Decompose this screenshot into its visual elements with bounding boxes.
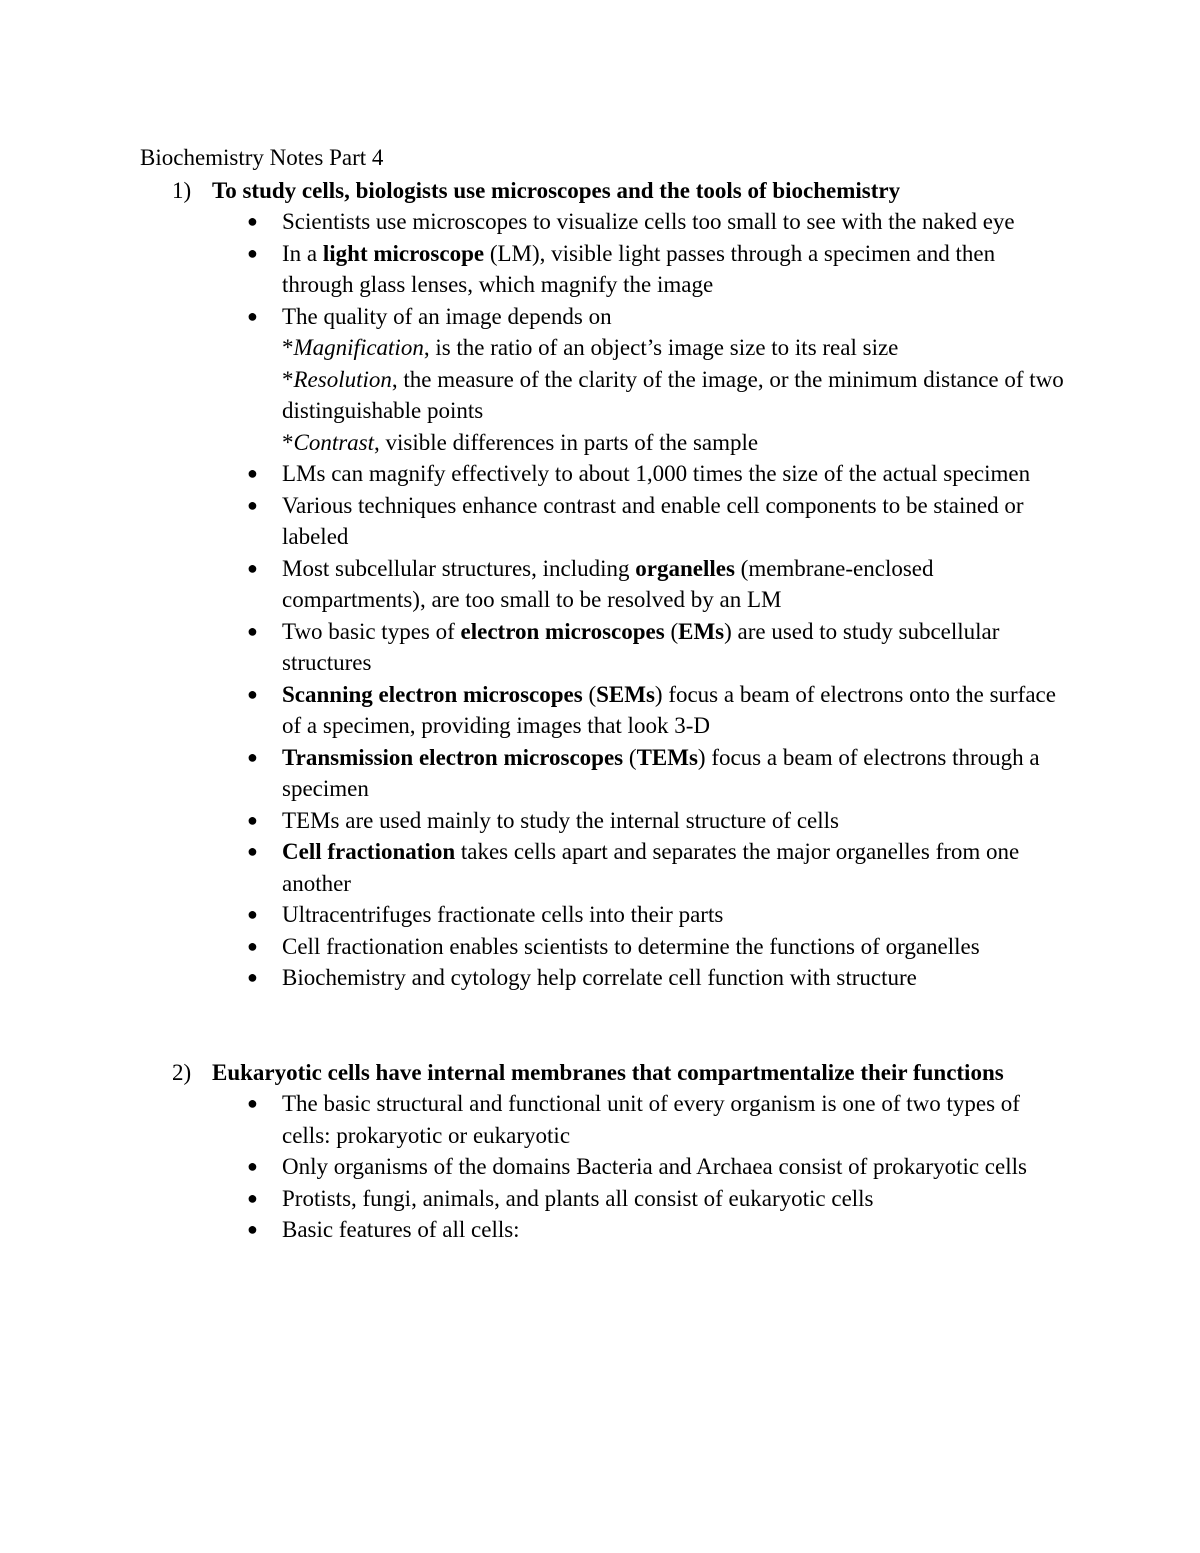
bullet-text: ( xyxy=(664,618,679,644)
italic-term: Resolution xyxy=(293,366,392,392)
quality-subitem: *Resolution, the measure of the clarity of the image, or the minimum distance of two distinguishable points xyxy=(282,366,1064,423)
bullet-text: (LM), visible light passes through a specimen and then through glass lenses, which magnify the image xyxy=(282,240,996,297)
bullet-dot-icon: ● xyxy=(247,305,258,326)
section-gap xyxy=(140,994,1070,1057)
bold-term: electron microscopes xyxy=(460,618,665,644)
quality-subitem: *Contrast, visible differences in parts of the sample xyxy=(282,429,759,455)
bullet-item xyxy=(140,962,1070,994)
bold-term: EMs xyxy=(678,618,725,644)
bullet-item xyxy=(140,490,1070,553)
bullet-item xyxy=(140,553,1070,616)
bullet-dot-icon: ● xyxy=(247,463,258,483)
bullet-item xyxy=(140,836,1070,899)
bullet-text: takes cells apart and separates the major organelles from one another xyxy=(282,839,1020,896)
bullet-text: ( xyxy=(623,744,637,770)
bullet-item xyxy=(140,616,1070,679)
bullet-list xyxy=(140,1088,1070,1246)
bullet-item xyxy=(140,679,1070,742)
bullet-item xyxy=(140,1088,1070,1151)
bullet-dot-icon: ● xyxy=(247,557,258,578)
bold-term: organelles xyxy=(635,555,735,581)
bullet-dot-icon: ● xyxy=(247,809,258,830)
bullet-dot-icon: ● xyxy=(247,1156,258,1176)
bullet-dot-icon: ● xyxy=(247,746,258,767)
bullet-text: Biochemistry and cytology help correlate cell function with structure xyxy=(282,965,917,990)
bold-term: Cell fractionation xyxy=(282,839,456,864)
bullet-text: The quality of an image depends on xyxy=(282,303,612,329)
bullet-text: ) focus a beam of electrons onto the surface of a specimen, providing images that look 3-D xyxy=(282,681,1056,738)
bullet-dot-icon: ● xyxy=(247,494,258,515)
bullet-text: Only organisms of the domains Bacteria and Archaea consist of prokaryotic cells xyxy=(282,1154,1027,1179)
bullet-dot-icon: ● xyxy=(247,1219,258,1239)
bullet-dot-icon: ● xyxy=(247,904,258,924)
bullet-list xyxy=(140,206,1070,994)
bullet-dot-icon: ● xyxy=(247,935,258,956)
bullet-dot-icon: ● xyxy=(247,683,258,704)
bold-term: Scanning electron microscopes xyxy=(282,681,583,707)
section-heading xyxy=(140,175,1070,207)
bullet-text: In a xyxy=(282,240,323,266)
bullet-item xyxy=(140,805,1070,837)
section-number: 1) xyxy=(172,177,192,203)
bold-term: light microscope xyxy=(322,240,485,266)
bullet-text: Basic features of all cells: xyxy=(282,1217,520,1242)
bullet-text: Two basic types of xyxy=(282,618,461,644)
bullet-text: ( xyxy=(582,681,597,707)
bullet-item xyxy=(140,301,1070,459)
bullet-text: TEMs are used mainly to study the internal structure of cells xyxy=(282,807,839,833)
bullet-text: ) are used to study subcellular structures xyxy=(282,618,1000,675)
italic-term: Magnification xyxy=(293,335,424,360)
bullet-item xyxy=(140,1214,1070,1246)
bullet-item xyxy=(140,1151,1070,1183)
bullet-text: Scientists use microscopes to visualize cells too small to see with the naked eye xyxy=(282,209,1015,234)
bullet-dot-icon: ● xyxy=(247,211,258,231)
bullet-text: Cell fractionation enables scientists to determine the functions of organelles xyxy=(282,933,980,959)
bullet-item xyxy=(140,206,1070,238)
bullet-dot-icon: ● xyxy=(247,841,258,861)
bullet-text: ) focus a beam of electrons through a specimen xyxy=(282,744,1040,801)
bullet-text: The basic structural and functional unit of every organism is one of two types of cells: prokaryotic or eukaryotic xyxy=(282,1091,1020,1148)
section-heading xyxy=(140,1057,1070,1089)
section-2 xyxy=(140,1057,1070,1246)
bullet-item xyxy=(140,1183,1070,1215)
bold-term: TEMs xyxy=(636,744,698,770)
bullet-dot-icon: ● xyxy=(247,1093,258,1113)
bullet-text: Various techniques enhance contrast and enable cell components to be stained or labeled xyxy=(282,492,1024,549)
bullet-text: LMs can magnify effectively to about 1,000 times the size of the actual specimen xyxy=(282,461,1031,486)
bullet-dot-icon: ● xyxy=(247,1187,258,1208)
section-number: 2) xyxy=(172,1059,192,1085)
bullet-text: Protists, fungi, animals, and plants all consist of eukaryotic cells xyxy=(282,1185,874,1211)
bullet-item xyxy=(140,899,1070,931)
quality-subitem: *Magnification, is the ratio of an object’s image size to its real size xyxy=(282,335,899,360)
bullet-text: Most subcellular structures, including xyxy=(282,555,636,581)
bullet-text: (membrane-enclosed compartments), are too small to be resolved by an LM xyxy=(282,555,934,612)
bold-term: Transmission electron microscopes xyxy=(282,744,624,770)
bullet-dot-icon: ● xyxy=(247,620,258,641)
bullet-text: Ultracentrifuges fractionate cells into their parts xyxy=(282,902,724,927)
section-1 xyxy=(140,175,1070,994)
bold-term: SEMs xyxy=(596,681,655,707)
bullet-item xyxy=(140,458,1070,490)
section-heading-text: To study cells, biologists use microscopes and the tools of biochemistry xyxy=(212,177,901,203)
bullet-item xyxy=(140,238,1070,301)
document-title: Biochemistry Notes Part 4 xyxy=(140,145,384,170)
italic-term: Contrast xyxy=(293,429,375,455)
bullet-dot-icon: ● xyxy=(247,242,258,263)
bullet-dot-icon: ● xyxy=(247,967,258,987)
document-page xyxy=(140,142,1070,1246)
bullet-item xyxy=(140,931,1070,963)
bullet-item xyxy=(140,742,1070,805)
section-heading-text: Eukaryotic cells have internal membranes that compartmentalize their functions xyxy=(212,1059,1004,1085)
